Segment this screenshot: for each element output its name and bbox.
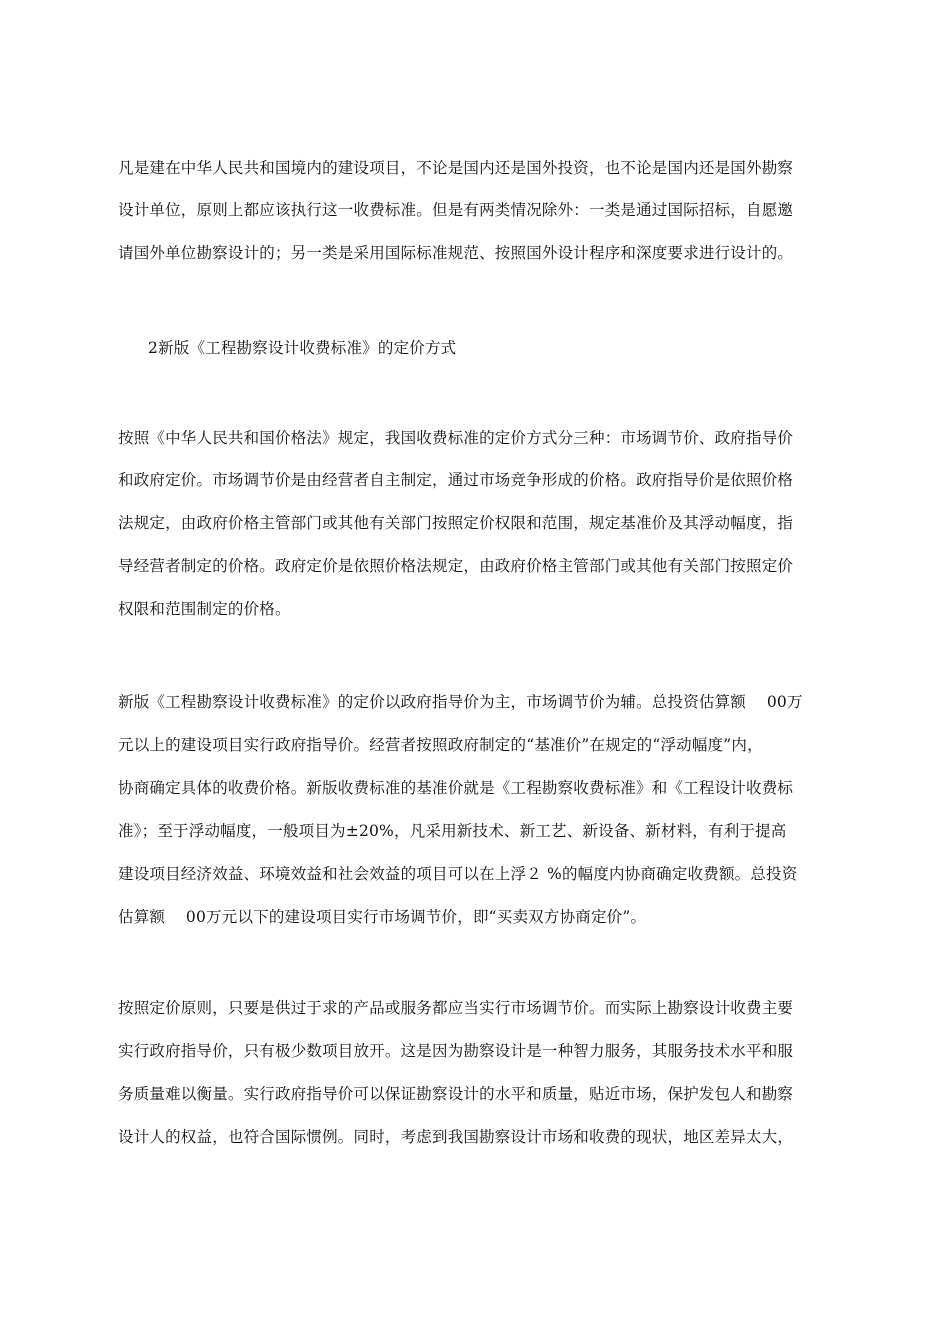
paragraph-2-line-3: 法规定，由政府价格主管部门或其他有关部门按照定价权限和范围，规定基准价及其浮动幅度，指 [118, 514, 794, 532]
paragraph-3-line-5: 建设项目经济效益、环境效益和社会效益的项目可以在上浮２ %的幅度内协商确定收费额。总投资 [118, 865, 798, 883]
paragraph-4-line-4: 设计人的权益，也符合国际惯例。同时，考虑到我国勘察设计市场和收费的现状，地区差异太大， [118, 1128, 794, 1146]
paragraph-2-line-5: 权限和范围制定的价格。 [118, 600, 291, 618]
paragraph-2-line-4: 导经营者制定的价格。政府定价是依照价格法规定，由政府价格主管部门或其他有关部门按照定价 [118, 557, 794, 575]
paragraph-2-line-1: 按照《中华人民共和国价格法》规定，我国收费标准的定价方式分三种：市场调节价、政府指导价 [118, 429, 794, 447]
paragraph-3-line-3: 协商确定具体的收费价格。新版收费标准的基准价就是《工程勘察收费标准》和《工程设计收费标 [118, 779, 794, 797]
paragraph-4-line-3: 务质量难以衡量。实行政府指导价可以保证勘察设计的水平和质量，贴近市场，保护发包人和勘察 [118, 1085, 794, 1103]
paragraph-3-line-1: 新版《工程勘察设计收费标准》的定价以政府指导价为主，市场调节价为辅。总投资估算额 00万 [118, 693, 803, 711]
paragraph-3-line-6: 估算额 00万元以下的建设项目实行市场调节价，即“买卖双方协商定价”。 [118, 908, 647, 926]
paragraph-3-line-2: 元以上的建设项目实行政府指导价。经营者按照政府制定的“基准价”在规定的“浮动幅度”内， [118, 736, 763, 754]
paragraph-4-line-2: 实行政府指导价，只有极少数项目放开。这是因为勘察设计是一种智力服务，其服务技术水平和服 [118, 1042, 794, 1060]
paragraph-1-line-1: 凡是建在中华人民共和国境内的建设项目，不论是国内还是国外投资，也不论是国内还是国外勘察 [118, 159, 794, 177]
paragraph-4-line-1: 按照定价原则，只要是供过于求的产品或服务都应当实行市场调节价。而实际上勘察设计收费主要 [118, 999, 794, 1017]
paragraph-1-line-3: 请国外单位勘察设计的；另一类是采用国际标准规范、按照国外设计程序和深度要求进行设计的。 [118, 244, 794, 262]
paragraph-2-line-2: 和政府定价。市场调节价是由经营者自主制定，通过市场竞争形成的价格。政府指导价是依照价格 [118, 471, 794, 489]
paragraph-3-line-4: 准》；至于浮动幅度，一般项目为±20%，凡采用新技术、新工艺、新设备、新材料，有利于提高 [118, 822, 787, 840]
section-heading: 2新版《工程勘察设计收费标准》的定价方式 [148, 339, 457, 357]
paragraph-1-line-2: 设计单位，原则上都应该执行这一收费标准。但是有两类情况除外：一类是通过国际招标，自愿邀 [118, 201, 794, 219]
